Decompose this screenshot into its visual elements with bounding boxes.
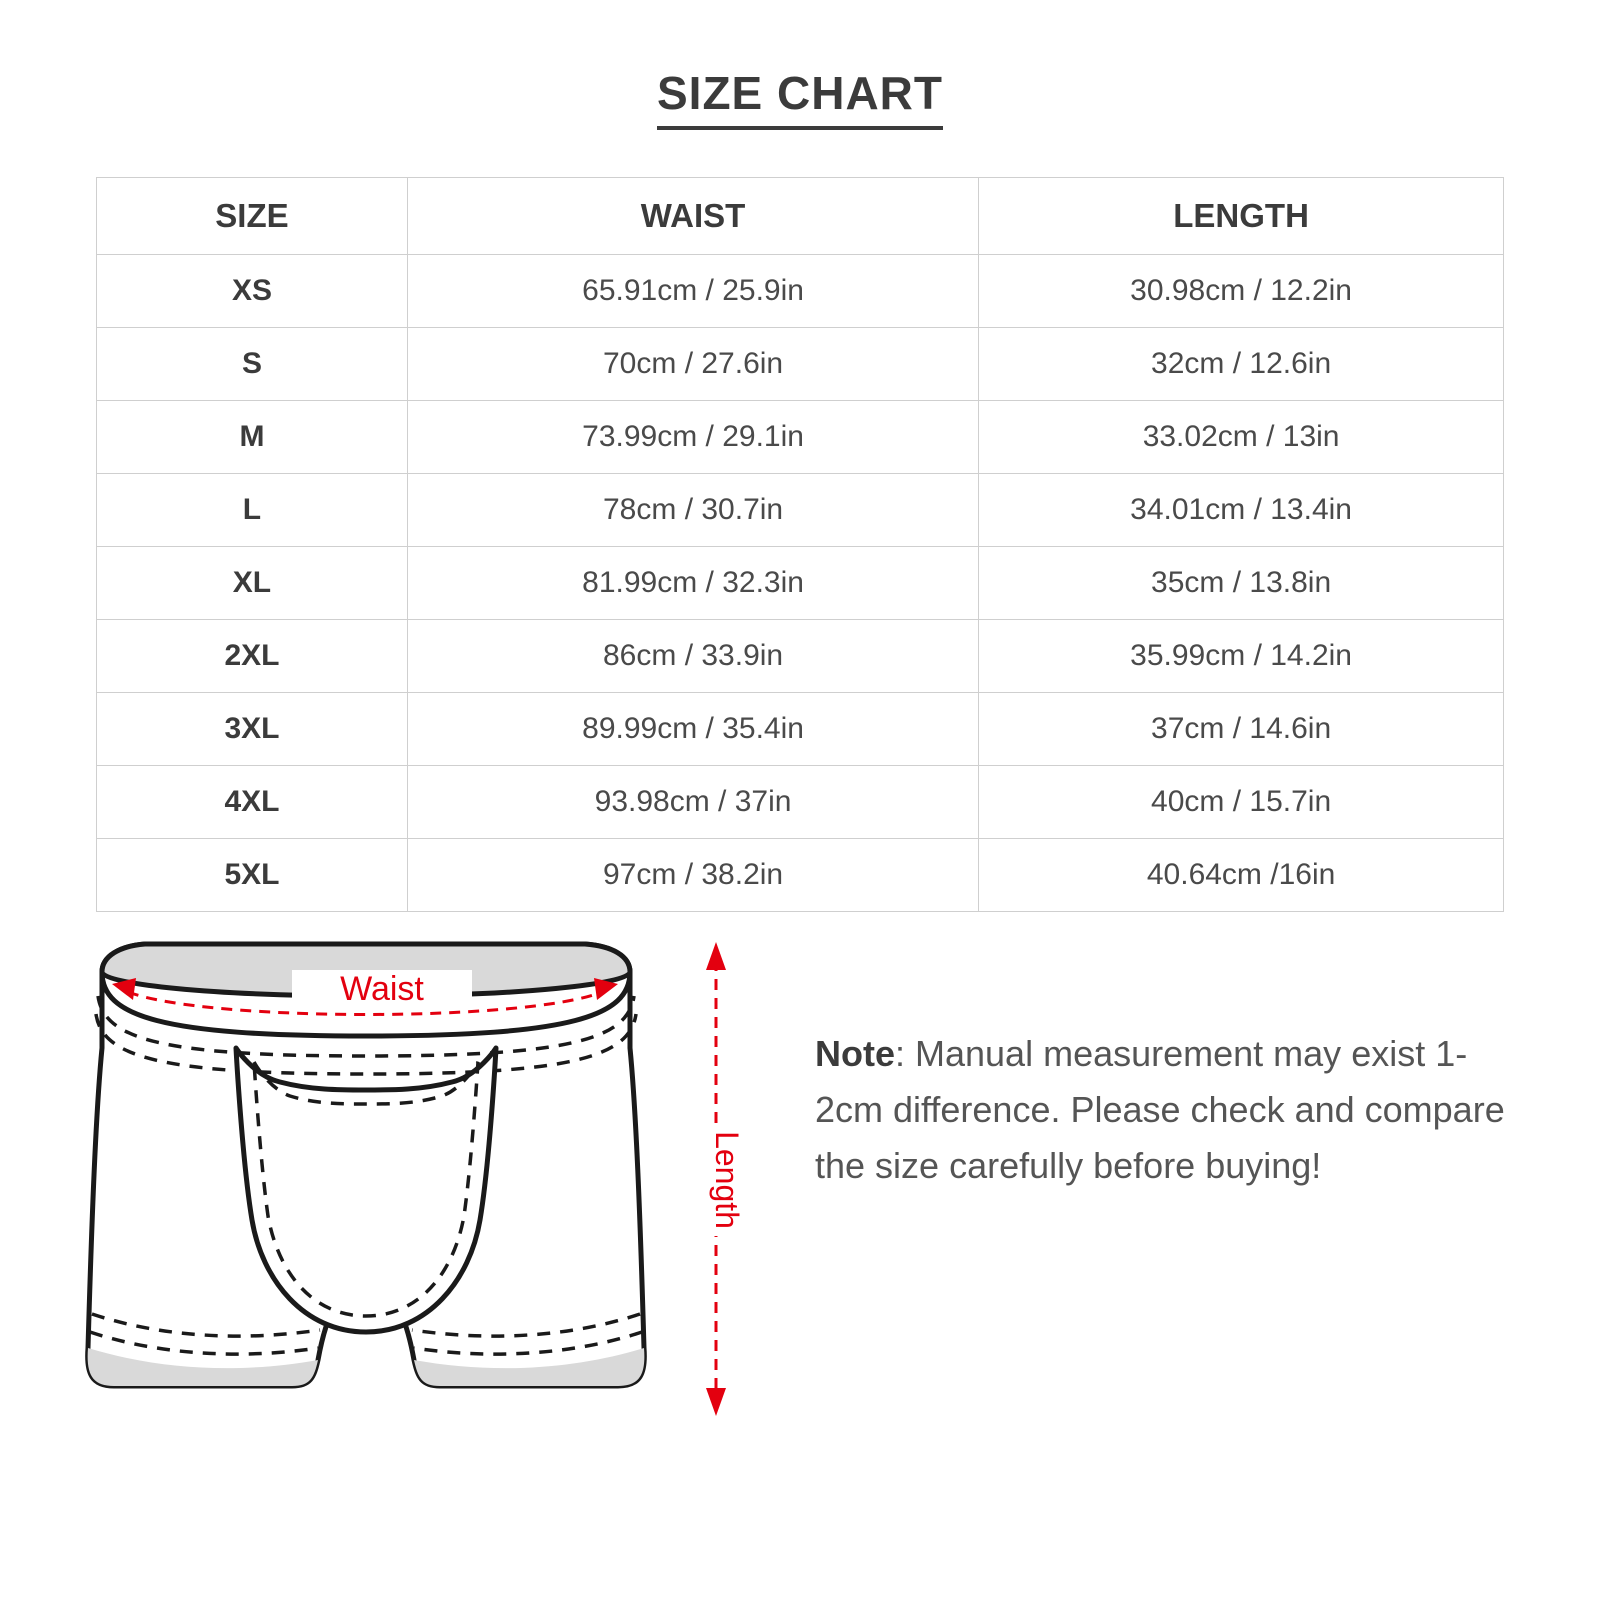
table-row bbox=[97, 328, 1504, 401]
length-measure-arrow bbox=[696, 942, 745, 1416]
cell-waist: 97cm / 38.2in bbox=[407, 839, 978, 912]
table-row bbox=[97, 766, 1504, 839]
table-row bbox=[97, 693, 1504, 766]
cell-size: M bbox=[97, 401, 408, 474]
column-header-size: SIZE bbox=[97, 178, 408, 255]
cell-length: 35.99cm / 14.2in bbox=[979, 620, 1504, 693]
table-row bbox=[97, 547, 1504, 620]
cell-length: 35cm / 13.8in bbox=[979, 547, 1504, 620]
table-row bbox=[97, 839, 1504, 912]
cell-waist: 89.99cm / 35.4in bbox=[407, 693, 978, 766]
table-row bbox=[97, 474, 1504, 547]
note-text bbox=[815, 1026, 1535, 1193]
cell-waist: 81.99cm / 32.3in bbox=[407, 547, 978, 620]
page-title: SIZE CHART bbox=[657, 66, 943, 130]
cell-waist: 73.99cm / 29.1in bbox=[407, 401, 978, 474]
cell-waist: 65.91cm / 25.9in bbox=[407, 255, 978, 328]
length-label: Length bbox=[709, 1131, 745, 1229]
cell-waist: 78cm / 30.7in bbox=[407, 474, 978, 547]
cell-length: 40.64cm /16in bbox=[979, 839, 1504, 912]
cell-size: 2XL bbox=[97, 620, 408, 693]
page-title-container bbox=[0, 0, 1600, 130]
cell-length: 32cm / 12.6in bbox=[979, 328, 1504, 401]
cell-size: 4XL bbox=[97, 766, 408, 839]
table-row bbox=[97, 620, 1504, 693]
cell-size: 5XL bbox=[97, 839, 408, 912]
waist-label: Waist bbox=[340, 970, 424, 1008]
note-prefix: Note bbox=[815, 1033, 895, 1074]
cell-size: XS bbox=[97, 255, 408, 328]
cell-length: 30.98cm / 12.2in bbox=[979, 255, 1504, 328]
boxer-briefs-icon bbox=[40, 930, 780, 1430]
cell-waist: 93.98cm / 37in bbox=[407, 766, 978, 839]
cell-size: L bbox=[97, 474, 408, 547]
cell-length: 33.02cm / 13in bbox=[979, 401, 1504, 474]
cell-size: S bbox=[97, 328, 408, 401]
column-header-waist: WAIST bbox=[407, 178, 978, 255]
garment-illustration bbox=[40, 930, 780, 1430]
cell-size: 3XL bbox=[97, 693, 408, 766]
cell-length: 37cm / 14.6in bbox=[979, 693, 1504, 766]
cell-waist: 86cm / 33.9in bbox=[407, 620, 978, 693]
column-header-length: LENGTH bbox=[979, 178, 1504, 255]
cell-size: XL bbox=[97, 547, 408, 620]
measurement-guide-section bbox=[0, 930, 1600, 1550]
size-chart-table-container bbox=[96, 177, 1504, 912]
table-row bbox=[97, 255, 1504, 328]
table-header-row bbox=[97, 178, 1504, 255]
cell-length: 34.01cm / 13.4in bbox=[979, 474, 1504, 547]
cell-length: 40cm / 15.7in bbox=[979, 766, 1504, 839]
table-row bbox=[97, 401, 1504, 474]
size-chart-table bbox=[96, 177, 1504, 912]
cell-waist: 70cm / 27.6in bbox=[407, 328, 978, 401]
note-body: : Manual measurement may exist 1-2cm difference. Please check and compare the size carefully before buying! bbox=[815, 1033, 1505, 1186]
